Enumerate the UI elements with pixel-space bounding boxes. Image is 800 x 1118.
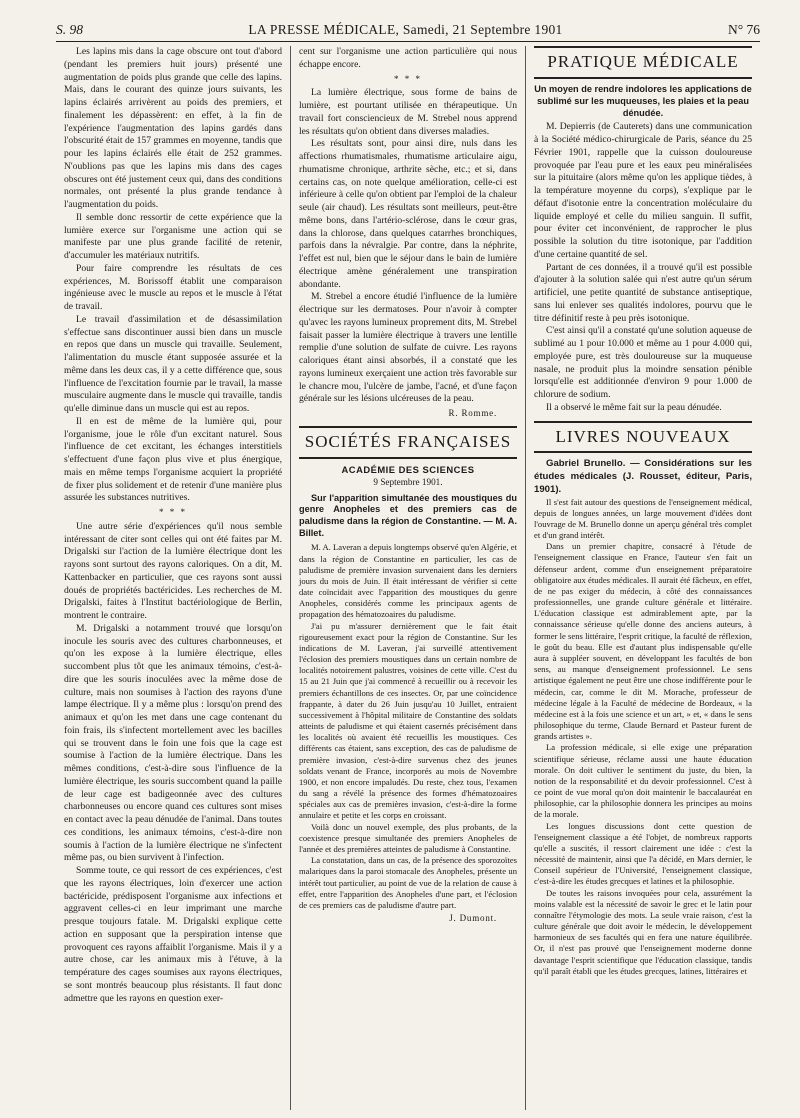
running-header — [56, 12, 760, 42]
paragraph: C'est ainsi qu'il a constaté qu'une solution aqueuse de sublimé au 1 pour 10.000 et même au 1 pour 4.000 qui, employée pure, est très douloureuse sur la muqueuse nasale, ne produit plus la moindre sensation pénible lorsqu'elle est additionnée d'environ 9 pour 1.000 de chlorure de sodium. — [534, 325, 752, 401]
paragraph: Les lapins mis dans la cage obscure ont tout d'abord (pendant les premiers huit jours) présenté une augmentation de poids plus grande que celle des lapins. Mais, dans le courant des quinze jours suivants, les lapins éclairés arrivèrent au poids des premiers, et finalement les dépassèrent: en effet, à la fin de l'expérience l'augmentation des lapins gardés dans l'obscurité était de 157 grammes en moyenne, tandis que pour les lapins éclairés elle était de 252 grammes. N'oublions pas que les lapins mis dans des cages obscures ont été justement ceux qui, dans des conditions normales, ont présenté la plus grande tendance à l'augmentation du poids. — [64, 46, 282, 210]
column-2 — [290, 46, 525, 1110]
paragraph: La profession médicale, si elle exige une préparation scientifique sérieuse, réclame aussi une haute éducation morale. On doit cultiver le sentiment du juste, du bien, la notion de la responsabilité et du devoir professionnel. C'est à ce point de vue moral qu'on doit maintenir le baccalauréat en philosophie, car la philosophie donnera les principes au moins de la morale. — [534, 742, 752, 820]
paragraph: M. Strebel a encore étudié l'influence de la lumière électrique sur les dermatoses. Pour n'avoir à compter qu'avec les rayons lumineux proprement dits, M. Strebel faisait passer la lumière électrique à travers une lentille remplie d'une solution de sulfate de cuivre. Les rayons caloriques étant ainsi absorbés, il a constaté que les rayons lumineux exerçaient une action très favorable sur le chancre mou, l'ulcère de jambe, l'acné, et d'une façon générale sur les lésions ulcéreuses de la peau. — [299, 291, 517, 405]
paragraph: Une autre série d'expériences qu'il nous semble intéressant de citer sont celles qui ont été faites par M. Drigalski sur l'action de la lumière électrique dont les rayons sont surtout des rayons caloriques. On a dit, M. Kattenbacker en particulier, que ces rayons sont aussi doués de propriétés bactéricides. Les recherches de M. Drigalski, faites à l'Institut bactériologique de Berlin, montrent le contraire. — [64, 520, 282, 622]
paragraph: Il en est de même de la lumière qui, pour l'organisme, joue le rôle d'un excitant naturel. Sous l'influence de cet excitant, les échanges interstitiels s'effectuent d'une façon plus vive et plus énergique, mais en même temps l'organisme acquiert la propriété de fixer plus solidement et de retenir d'une manière plus assurée les substances nutritives. — [64, 415, 282, 504]
paragraph: Le travail d'assimilation et de désassimilation s'effectue sans discontinuer aussi bien dans un muscle en repos que dans un muscle qui travaille. Seulement, l'alimentation du muscle étant supposée assurée et la même dans les deux cas, il y a cette différence que, sous l'influence de l'excitation fournie par le travail, la masse musculaire augmente dans le muscle qui travaille, tandis qu'elle diminue dans un muscle qui est au repos. — [64, 313, 282, 414]
section-heading-societes: SOCIÉTÉS FRANÇAISES — [299, 426, 517, 459]
book-reference: Gabriel Brunello. — Considérations sur les études médicales (J. Rousset, éditeur, Paris, 1901). — [534, 458, 752, 495]
paragraph: Les longues discussions dont cette question de l'enseignement classique a été l'objet, de nombreux rapports qu'elle a suscités, il ressort clairement une idée : c'est la nécessité de maintenir, ainsi que l'a décidé, en Mars dernier, le Conseil supérieur de l'Université, l'enseignement classique, c'est-à-dire les études grecques et latines et la philosophie. — [534, 820, 752, 887]
practice-title: Un moyen de rendre indolores les applications de sublimé sur les muqueuses, les plaies et la peau dénudée. — [534, 83, 752, 118]
section-heading-livres: LIVRES NOUVEAUX — [534, 421, 752, 454]
paragraph: La lumière électrique, sous forme de bains de lumière, est pourtant utilisée en thérapeutique. Un travail fort consciencieux de M. Strebel nous apprend les résultats qu'on obtient dans diverses maladies. — [299, 87, 517, 137]
paragraph: M. A. Laveran a depuis longtemps observé qu'en Algérie, et dans la région de Constantine en particulier, les cas de paludisme de première invasion survenaient dans les derniers jours du mois de Juin. Il était intéressant de vérifier si cette date coïncidait avec l'apparition des moustiques du genre Anopheles, considérés comme les principaux agents de propagation des hématozoaires du paludisme. — [299, 542, 517, 620]
article-columns — [56, 46, 760, 1110]
issue-number: N° 76 — [727, 22, 760, 37]
paragraph: Les résultats sont, pour ainsi dire, nuls dans les affections rhumatismales, rhumatisme articulaire aigu, rhumatisme chronique, arthrite sèche, etc.; et si, dans certains cas, on note quelque amélioration, celle-ci est inférieure à celle qu'on obtient par l'emploi de la chaleur seule (air chaud). Les résultats sont meilleurs, peut-être même bons, dans l'artério-sclérose, dans le cœur gras, dans la chlorose, dans quelques catarrhes bronchiques, parfois dans la névralgie. Par contre, dans la néphrite, l'effet est nul, bien que le séjour dans le bain de lumière électrique amène généralement une transpiration abondante. — [299, 138, 517, 290]
academy-heading: ACADÉMIE DES SCIENCES — [341, 463, 475, 475]
paragraph: Il s'est fait autour des questions de l'enseignement médical, depuis de longues années, un large mouvement d'idées dont l'ouvrage de M. Brunello donne un aperçu général très complet et d'un grand intérêt. — [534, 496, 752, 541]
section-stars: * * * — [394, 73, 422, 84]
paragraph: Somme toute, ce qui ressort de ces expériences, c'est que les rayons électriques, loin d'exercer une action bactéricide, prédisposent l'organisme aux infections et aggravent celles-ci en leur imprimant une marche presque toujours fatale. M. Drigalski explique cette action en supposant que la perspiration intense que provoquent ces rayons affaiblit l'organisme. Mais il y a autre chose, car les animaux mis à l'étuve, à la température des cages soumises aux rayons électriques, se sont montrés beaucoup plus résistants. Il faut donc admettre que les rayons en question exer- — [64, 865, 282, 1004]
paragraph: Pour faire comprendre les résultats de ces expériences, M. Borissoff établit une comparaison ingénieuse avec le muscle au repos et le muscle à l'état de travail. — [64, 262, 282, 312]
paragraph: Il semble donc ressortir de cette expérience que la lumière exerce sur l'organisme une action qui se manifeste par une plus grande facilité de retenir, d'accumuler les matériaux nutritifs. — [64, 211, 282, 261]
paragraph: M. Depierris (de Cauterets) dans une communication à la Société médico-chirurgicale de Paris, séance du 25 Février 1901, rappelle que la cuisson douloureuse provoquée par l'eau pure et les eaux peu minéralisées sur la pituitaire (alors même qu'on les applique tièdes, à la température moyenne du corps), s'explique par le défaut d'isotonie entre la concentration moléculaire du liquide employé et celle du milieu sanguin. Il suffit, pour éviter cet inconvénient, de rapprocher le plus possible la solution du titre isotonique, par l'addition d'une certaine quantité de sel. — [534, 121, 752, 260]
communication-title: Sur l'apparition simultanée des moustiques du genre Anopheles et des premiers cas de paludisme dans la région de Constantine. — M. A. Billet. — [299, 492, 517, 539]
paragraph: M. Drigalski a notamment trouvé que lorsqu'on inocule les souris avec des cultures charbonneuses, et qu'on les expose à la lumière électrique, elles succombent plus tôt que les animaux témoins, c'est-à-dire que les souris inoculées avec la même dose de culture, mais non soumises à l'action des rayons d'une lampe électrique. Il y a même plus : lorsqu'on prend des animaux et qu'on les met dans une cage contenant du foin frais, ils s'infectent mortellement avec les bacilles qui se trouvent dans le foin une fois que la cage est soumise à l'action de la lumière électrique. Dans les mêmes conditions, c'est-à-dire sous l'influence de la lumière électrique, les souris succombent quand la paille de leur cage est badigeonnée avec des cultures charbonneuses ou encore quand ces cultures sont mises en contact avec la peau dénudée de l'animal. Dans toutes ces conditions, les animaux témoins, c'est-à-dire non soumis à l'action de la lumière électrique ne s'infectent même pas, ou bien survivent à l'infection. — [64, 622, 282, 864]
session-date: 9 Septembre 1901. — [373, 477, 443, 488]
signature-romme: R. Romme. — [448, 408, 497, 419]
page-number: S. 98 — [56, 22, 83, 37]
column-1 — [56, 46, 290, 1110]
paragraph: J'ai pu m'assurer dernièrement que le fait était rigoureusement exact pour la région de Constantine. Sur les indications de M. Laveran, j'ai surveillé attentivement l'éclosion des premiers moustiques dans un certain nombre de localités notoirement palustres, voisines de cette ville. C'est du 15 au 21 Juin que j'ai commencé à recueillir ou à recevoir les premiers échantillons de ces insectes. Or, par une coïncidence frappante, à dater du 26 Juin jusqu'au 10 Juillet, entraient successivement à l'hôpital militaire de Constantine des soldats atteints de paludisme et qui étaient casernés précisément dans les localités où avaient été recueillis les moustiques. Ces différents cas étaient, sans exception, des cas de paludisme de première invasion, c'est-à-dire survenus chez des jeunes soldats venant de France, incorporés au mois de Novembre 1900, et non encore impaludés. Du reste, chez tous, l'examen du sang a révélé la présence des formes d'hématozoaires spéciales aux cas de premières invasion, c'est-à-dire la forme annulaire et petite et les corps en croissant. — [299, 620, 517, 821]
journal-title: LA PRESSE MÉDICALE, Samedi, 21 Septembre 1901 — [248, 22, 563, 37]
paragraph: Il a observé le même fait sur la peau dénudée. — [546, 401, 722, 413]
paragraph: cent sur l'organisme une action particulière qui nous échappe encore. — [299, 46, 517, 70]
column-3 — [525, 46, 760, 1110]
paragraph: Voilà donc un nouvel exemple, des plus probants, de la coexistence presque simultanée des premiers Anopheles de l'année et des premières atteintes de paludisme à Constantine. — [299, 821, 517, 854]
section-stars: * * * — [159, 507, 187, 517]
paragraph: Dans un premier chapitre, consacré à l'étude de l'enseignement classique en France, l'auteur s'en fait un défenseur ardent, comme d'un enseignement préparatoire obligatoire aux études médicales. Il aurait été fâcheux, en effet, de ne pas exiger du médecin, à côté des connaissances professionnelles, une grande culture générale et littéraire. L'éducation classique est admirablement apte, par la connaissance sérieuse qu'elle donne des anciens auteurs, à former le sens littéraire, l'esprit critique, la faculté de réflexion, le goût du beau. Elle est d'autant plus indispensable qu'elle aura à suppléer souvent, en développant les facultés de bon sens, au manque d'enseignement professionnel. Le sens artistique également ne peut être une chose indifférente pour le médecin, car, comme le dit M. Morache, professeur de médecine légale à la Faculté de médecine de Bordeaux, « la médecine est à la fois une science et un art, » et, « dans le sens philosophique du terme, Claude Bernard et Pasteur furent de grands artistes ». — [534, 541, 752, 742]
paragraph: Partant de ces données, il a trouvé qu'il est possible d'ajouter à la solution salée qui n'est autre qu'un sérum artificiel, une petite quantité de substance antiseptique, sans lui enlever ses qualités indolores, pourvu que le titre définitif reste à peu près isotonique. — [534, 261, 752, 324]
signature-dumont: J. Dumont. — [449, 913, 497, 924]
paragraph: De toutes les raisons invoquées pour cela, assurément la moins valable est la nécessité de savoir le grec et le latin pour connaître l'étymologie des mots. La seule vraie raison, c'est la culture générale que doit avoir le médecin, le développement harmonieux de ses facultés qui en fera une nature équilibrée. Or, il n'est pas prouvé que l'enseignement moderne donne davantage l'esprit scientifique que l'éducation classique, tandis qu'il paraît établi que les études grecques, latines, littéraires et — [534, 887, 752, 976]
section-heading-pratique: PRATIQUE MÉDICALE — [534, 46, 752, 79]
paragraph: La constatation, dans un cas, de la présence des sporozoïtes malariques dans la paroi stomacale des Anopheles, présente un intérêt tout particulier, au point de vue de la relation de cause à effet, entre l'apparition des Anopheles d'une part, et l'éclosion de ces premiers cas de paludisme d'autre part. — [299, 855, 517, 910]
